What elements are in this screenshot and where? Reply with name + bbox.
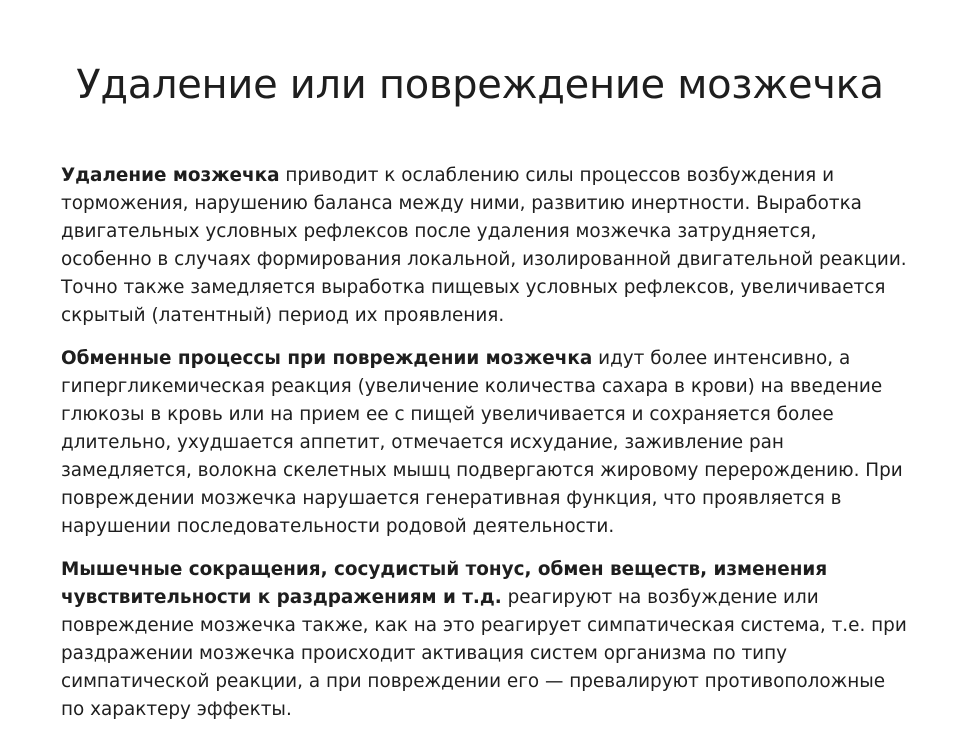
- slide-title: Удаление или повреждение мозжечка: [76, 62, 884, 108]
- paragraph-text: приводит к ослаблению силы процессов возбуждения и торможения, нарушению баланса между ними, развитию инертности. Выработка двигательных условных рефлексов после удаления мозжечка затрудняется, особенно в случаях формирования локальной, изолированной двигательной реакции. Точно также замедляется выработка пищевых условных рефлексов, увеличивается скрытый (латентный) период их проявления.: [61, 165, 907, 326]
- paragraph-metabolism: [61, 345, 911, 541]
- paragraph-text: идут более интенсивно, а гипергликемическая реакция (увеличение количества сахара в крови) на введение глюкозы в кровь или на прием ее с пищей увеличивается и сохраняется более длительно, ухудшается аппетит, отмечается исхудание, заживление ран замедляется, волокна скелетных мышц подвергаются жировому перерождению. При повреждении мозжечка нарушается генеративная функция, что проявляется в нарушении последовательности родовой деятельности.: [61, 348, 903, 537]
- paragraph-lead: Мышечные сокращения, сосудистый тонус, обмен веществ, изменения чувствительности к раздражениям и т.д.: [61, 559, 828, 608]
- paragraph-removal: [61, 162, 911, 330]
- paragraph-text: реагируют на возбуждение или повреждение мозжечка также, как на это реагирует симпатическая система, т.е. при раздражении мозжечка происходит активация систем организма по типу симпатической реакции, а при повреждении его — превалируют противоположные по характеру эффекты.: [61, 587, 907, 720]
- paragraph-muscle: [61, 556, 911, 724]
- slide-body: [61, 162, 911, 739]
- paragraph-lead: Обменные процессы при повреждении мозжечка: [61, 348, 593, 369]
- paragraph-lead: Удаление мозжечка: [61, 165, 280, 186]
